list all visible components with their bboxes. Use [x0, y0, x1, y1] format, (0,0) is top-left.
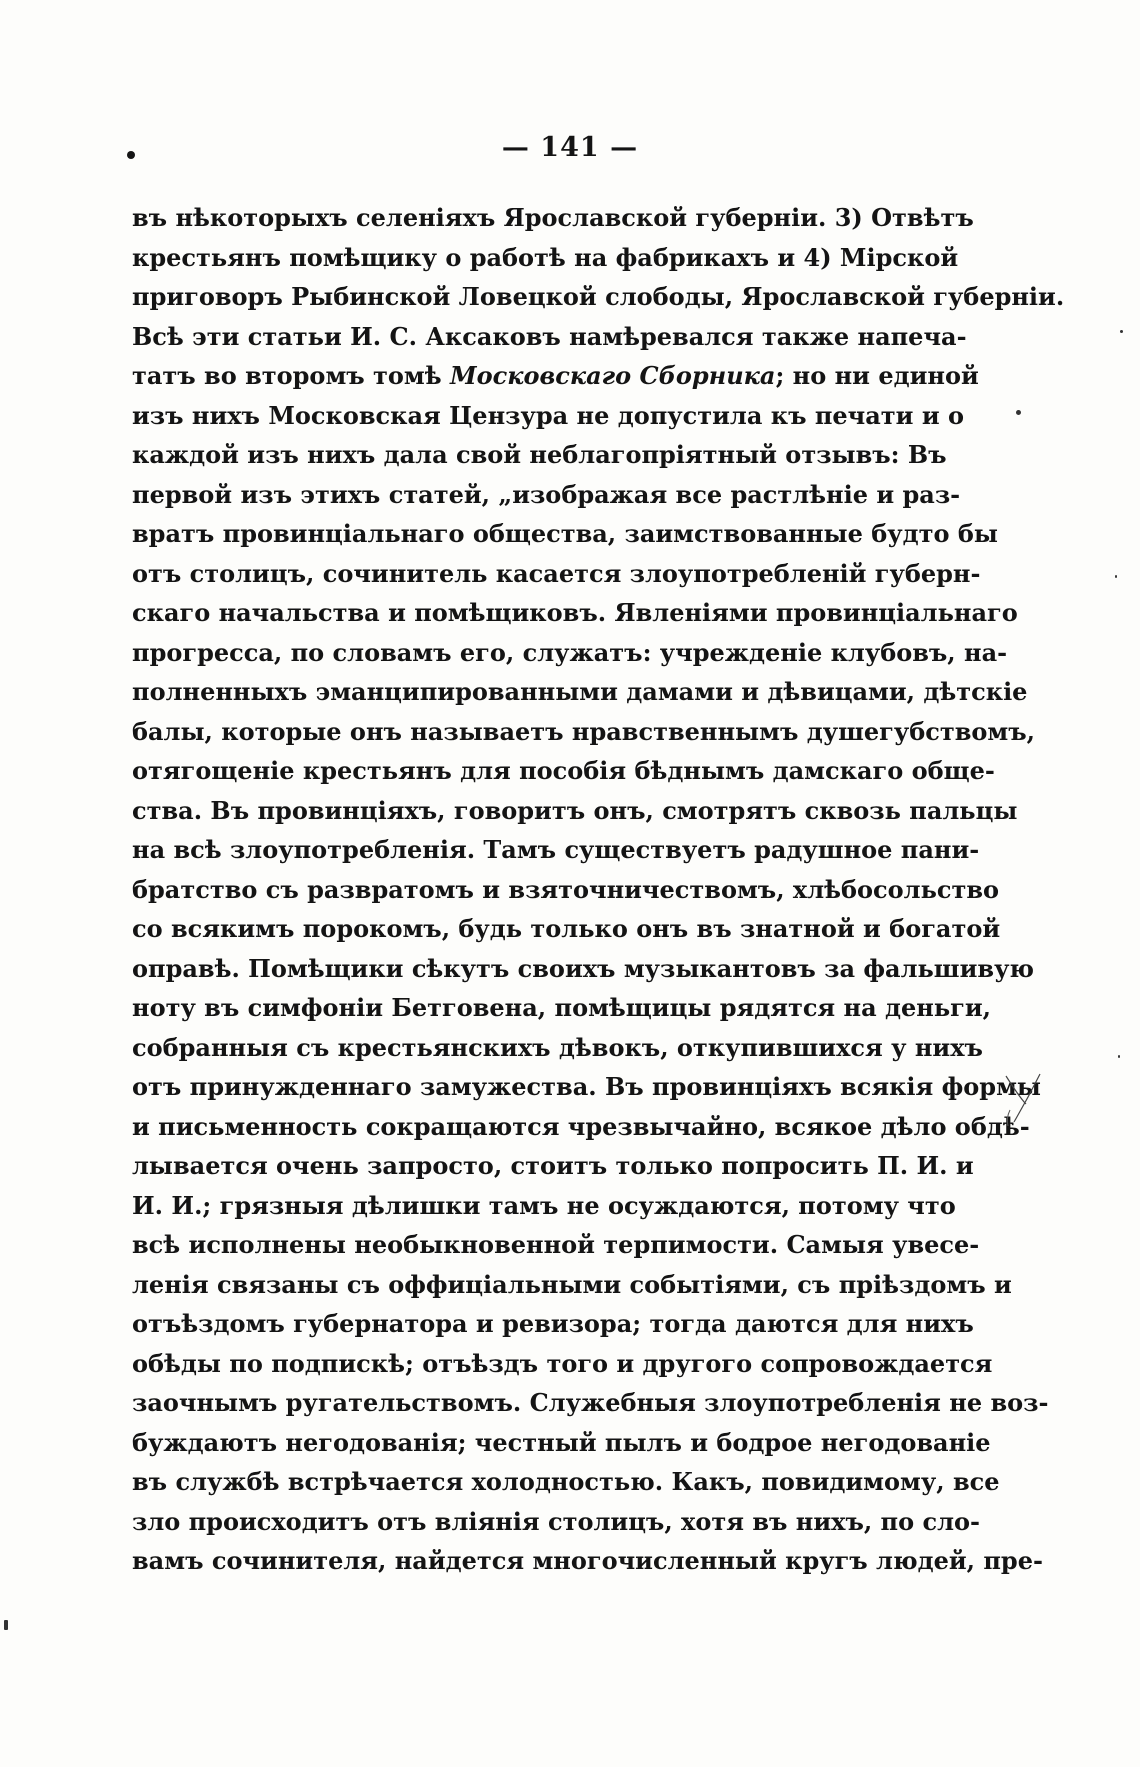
text-line: скаго начальства и помѣщиковъ. Явленіями провинціальнаго	[132, 598, 1018, 627]
text-line: каждой изъ нихъ дала свой неблагопріятный отзывъ: Въ	[132, 440, 947, 469]
pencil-cross-mark-icon	[1000, 1070, 1050, 1132]
text-line: обѣды по подпискѣ; отъѣздъ того и другого сопровождается	[132, 1348, 993, 1378]
text-line: изъ нихъ Московская Цензура не допустила къ печати и о	[132, 400, 964, 430]
page-speck	[1118, 1055, 1120, 1058]
text-line: вратъ провинціальнаго общества, заимствованные будто бы	[132, 519, 998, 548]
text-line: прогресса, по словамъ его, служатъ: учрежденіе клубовъ, на-	[132, 637, 1008, 667]
text-line: отъ столицъ, сочинитель касается злоупотребленій губерн-	[132, 558, 981, 588]
text-line: на всѣ злоупотребленія. Тамъ существуетъ радушное пани-	[132, 835, 980, 864]
text-line: первой изъ этихъ статей, „изображая все растлѣніе и раз-	[132, 479, 961, 509]
page-number: — 141 —	[501, 132, 639, 163]
page-speck	[1120, 330, 1123, 333]
text-line: Всѣ эти статьи И. С. Аксаковъ намѣревался также напеча-	[132, 321, 967, 351]
text-segment: ; но ни единой	[775, 361, 979, 390]
text-line: зло происходитъ отъ вліянія столицъ, хотя въ нихъ, по сло-	[132, 1506, 980, 1536]
text-line: ства. Въ провинціяхъ, говоритъ онъ, смотрятъ сквозь пальцы	[132, 795, 1018, 825]
page-speck	[1016, 410, 1021, 415]
text-line: въ нѣкоторыхъ селеніяхъ Ярославской губерніи. 3) Отвѣтъ	[132, 203, 974, 232]
text-line: заочнымъ ругательствомъ. Служебныя злоупотребленія не воз-	[132, 1388, 1049, 1417]
text-line: со всякимъ порокомъ, будь только онъ въ знатной и богатой	[132, 914, 1001, 943]
text-line: лывается очень запросто, стоитъ только попросить П. И. и	[132, 1151, 974, 1180]
text-line: братство съ развратомъ и взяточничествомъ, хлѣбосольство	[132, 874, 1000, 904]
text-line: крестьянъ помѣщику о работѣ на фабрикахъ и 4) Мірской	[132, 242, 959, 272]
text-line: приговоръ Рыбинской Ловецкой слободы, Ярославской губерніи.	[132, 282, 1065, 311]
body-text	[132, 198, 1065, 1581]
text-line: ленія связаны съ оффиціальными событіями, съ пріѣздомъ и	[132, 1269, 1012, 1299]
text-line: и письменность сокращаются чрезвычайно, всякое дѣло обдѣ-	[132, 1111, 1030, 1141]
text-line: буждаютъ негодованія; честный пылъ и бодрое негодованіе	[132, 1427, 991, 1457]
text-line: всѣ исполнены необыкновенной терпимости. Самыя увесе-	[132, 1230, 980, 1259]
text-line: балы, которые онъ называетъ нравственнымъ душегубствомъ,	[132, 716, 1035, 746]
text-line: отъѣздомъ губернатора и ревизора; тогда даются для нихъ	[132, 1309, 974, 1338]
text-line: оправѣ. Помѣщики сѣкутъ своихъ музыкантовъ за фальшивую	[132, 953, 1035, 983]
text-line: вамъ сочинителя, найдется многочисленный кругъ людей, пре-	[132, 1546, 1043, 1575]
text-line-with-title	[132, 356, 979, 396]
text-line: отягощеніе крестьянъ для пособія бѣднымъ дамскаго обще-	[132, 756, 995, 785]
page-speck	[1115, 575, 1117, 578]
ink-dot	[127, 151, 135, 159]
text-line: ноту въ симфоніи Бетговена, помѣщицы рядятся на деньги,	[132, 993, 991, 1022]
page-speck	[4, 1620, 8, 1630]
book-title: Московскаго Сборника	[450, 361, 776, 390]
text-line: И. И.; грязныя дѣлишки тамъ не осуждаются, потому что	[132, 1190, 956, 1220]
text-line: полненныхъ эманципированными дамами и дѣвицами, дѣтскіе	[132, 677, 1028, 706]
text-segment: татъ во второмъ томѣ	[132, 361, 451, 390]
text-line: собранныя съ крестьянскихъ дѣвокъ, откупившихся у нихъ	[132, 1032, 983, 1062]
text-line: въ службѣ встрѣчается холодностью. Какъ, повидимому, все	[132, 1467, 1000, 1496]
text-line: отъ принужденнаго замужества. Въ провинціяхъ всякія формы	[132, 1072, 1041, 1101]
